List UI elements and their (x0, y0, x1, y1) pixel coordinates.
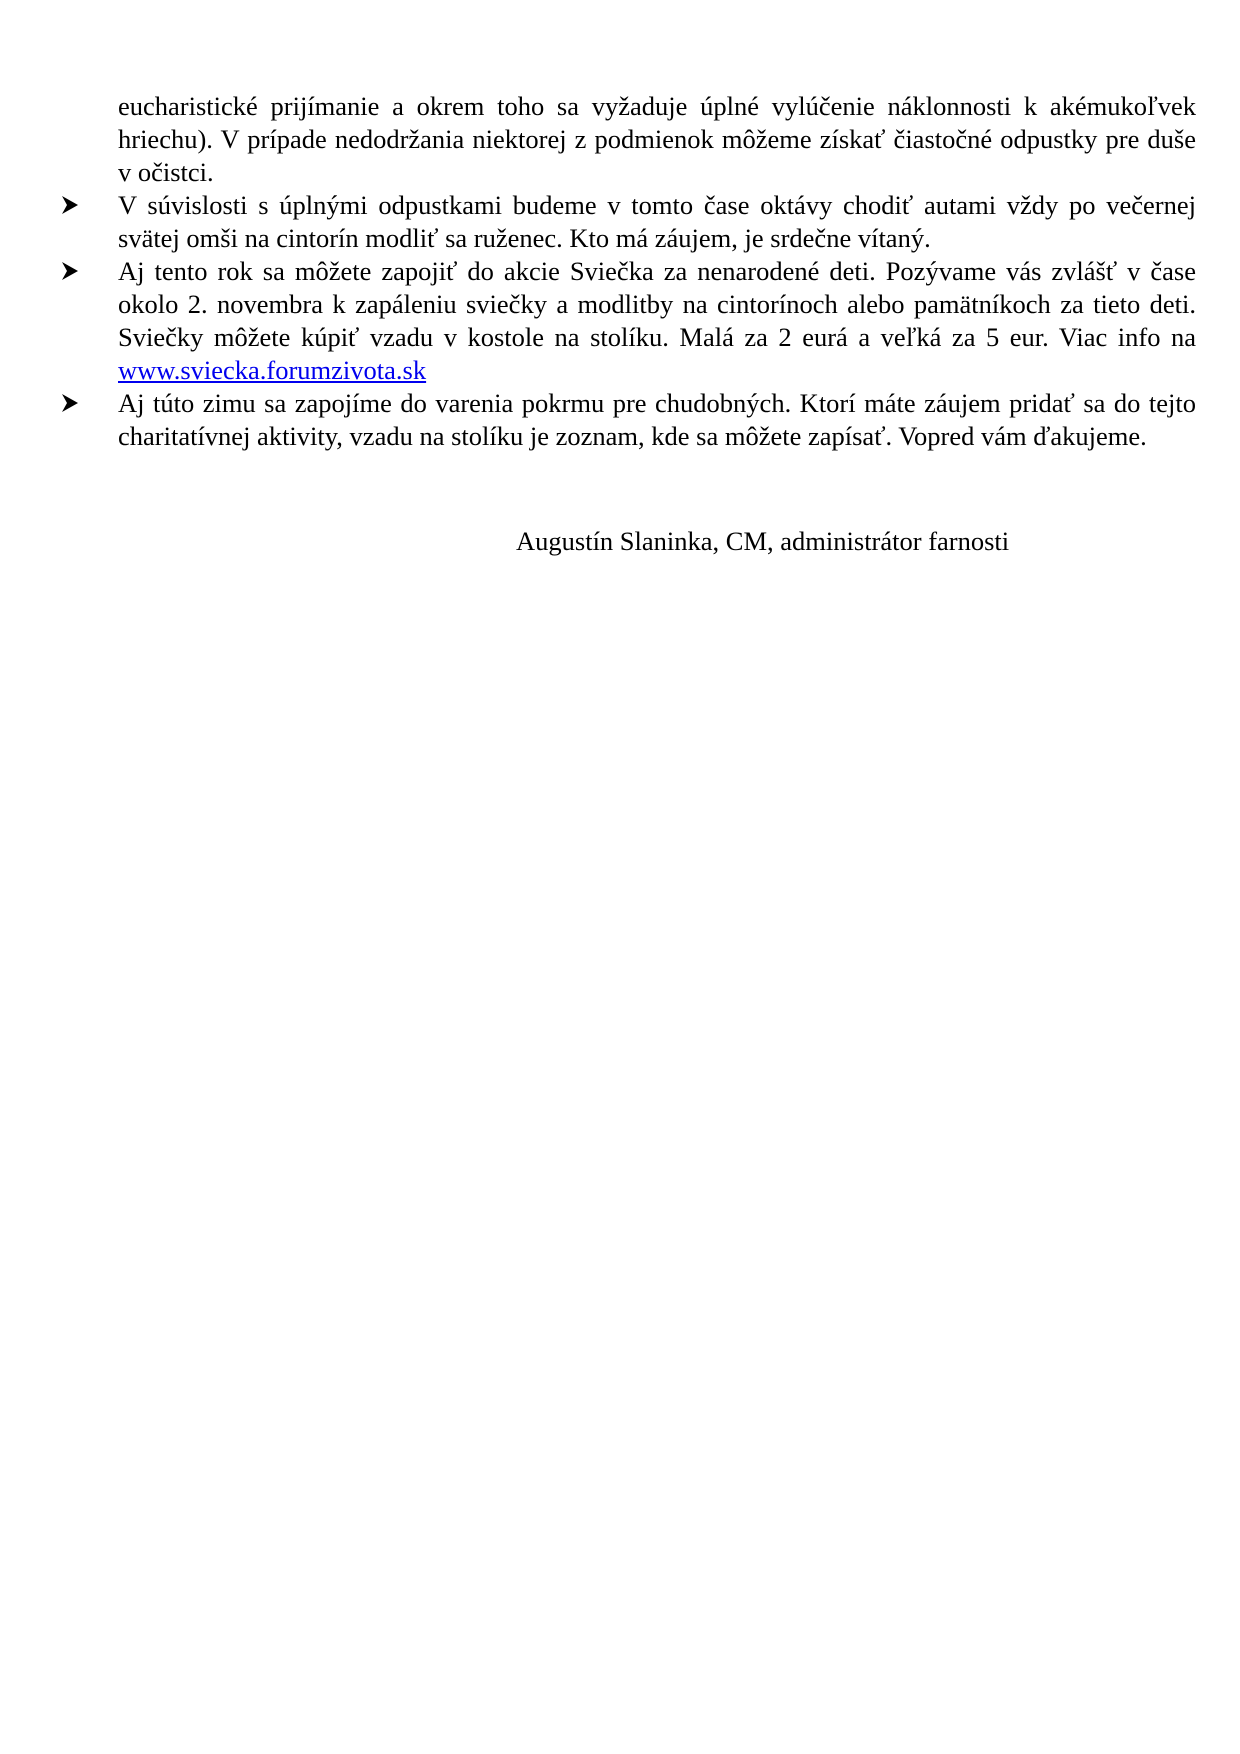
list-item (118, 387, 1196, 453)
continuation-paragraph: eucharistické prijímanie a okrem toho sa vyžaduje úplné vylúčenie náklonnosti k akémukoľvek hriechu). V prípade nedodržania niektorej z podmienok môžeme získať čiastočné odpustky pre duše v očistci. (118, 91, 1196, 187)
list-item-text: Aj túto zimu sa zapojíme do varenia pokrmu pre chudobných. Ktorí máte záujem pridať sa do tejto charitatívnej aktivity, vzadu na stolíku je zoznam, kde sa môžete zapísať. Vopred vám ďakujeme. (118, 388, 1196, 451)
list-item-text: V súvislosti s úplnými odpustkami budeme v tomto čase oktávy chodiť autami vždy po večernej svätej omši na cintorín modliť sa ruženec. Kto má záujem, je srdečne vítaný. (118, 190, 1196, 253)
arrowhead-bullet-icon (61, 393, 79, 413)
list-item (118, 189, 1196, 255)
arrowhead-bullet-icon (61, 195, 79, 215)
announcement-list (118, 189, 1196, 453)
list-item-text: Aj tento rok sa môžete zapojiť do akcie Sviečka za nenarodené deti. Pozývame vás zvlášť v čase okolo 2. novembra k zapáleniu sviečky a modlitby na cintorínoch alebo pamätníkoch za tieto deti. Sviečky môžete kúpiť vzadu v kostole na stolíku. Malá za 2 eurá a veľká za 5 eur. Viac info na (118, 256, 1196, 352)
signature: Augustín Slaninka, CM, administrátor farnosti (516, 526, 1010, 556)
website-link[interactable]: www.sviecka.forumzivota.sk (118, 355, 427, 385)
list-item (118, 255, 1196, 387)
arrowhead-bullet-icon (61, 261, 79, 281)
document-body (118, 90, 1196, 453)
